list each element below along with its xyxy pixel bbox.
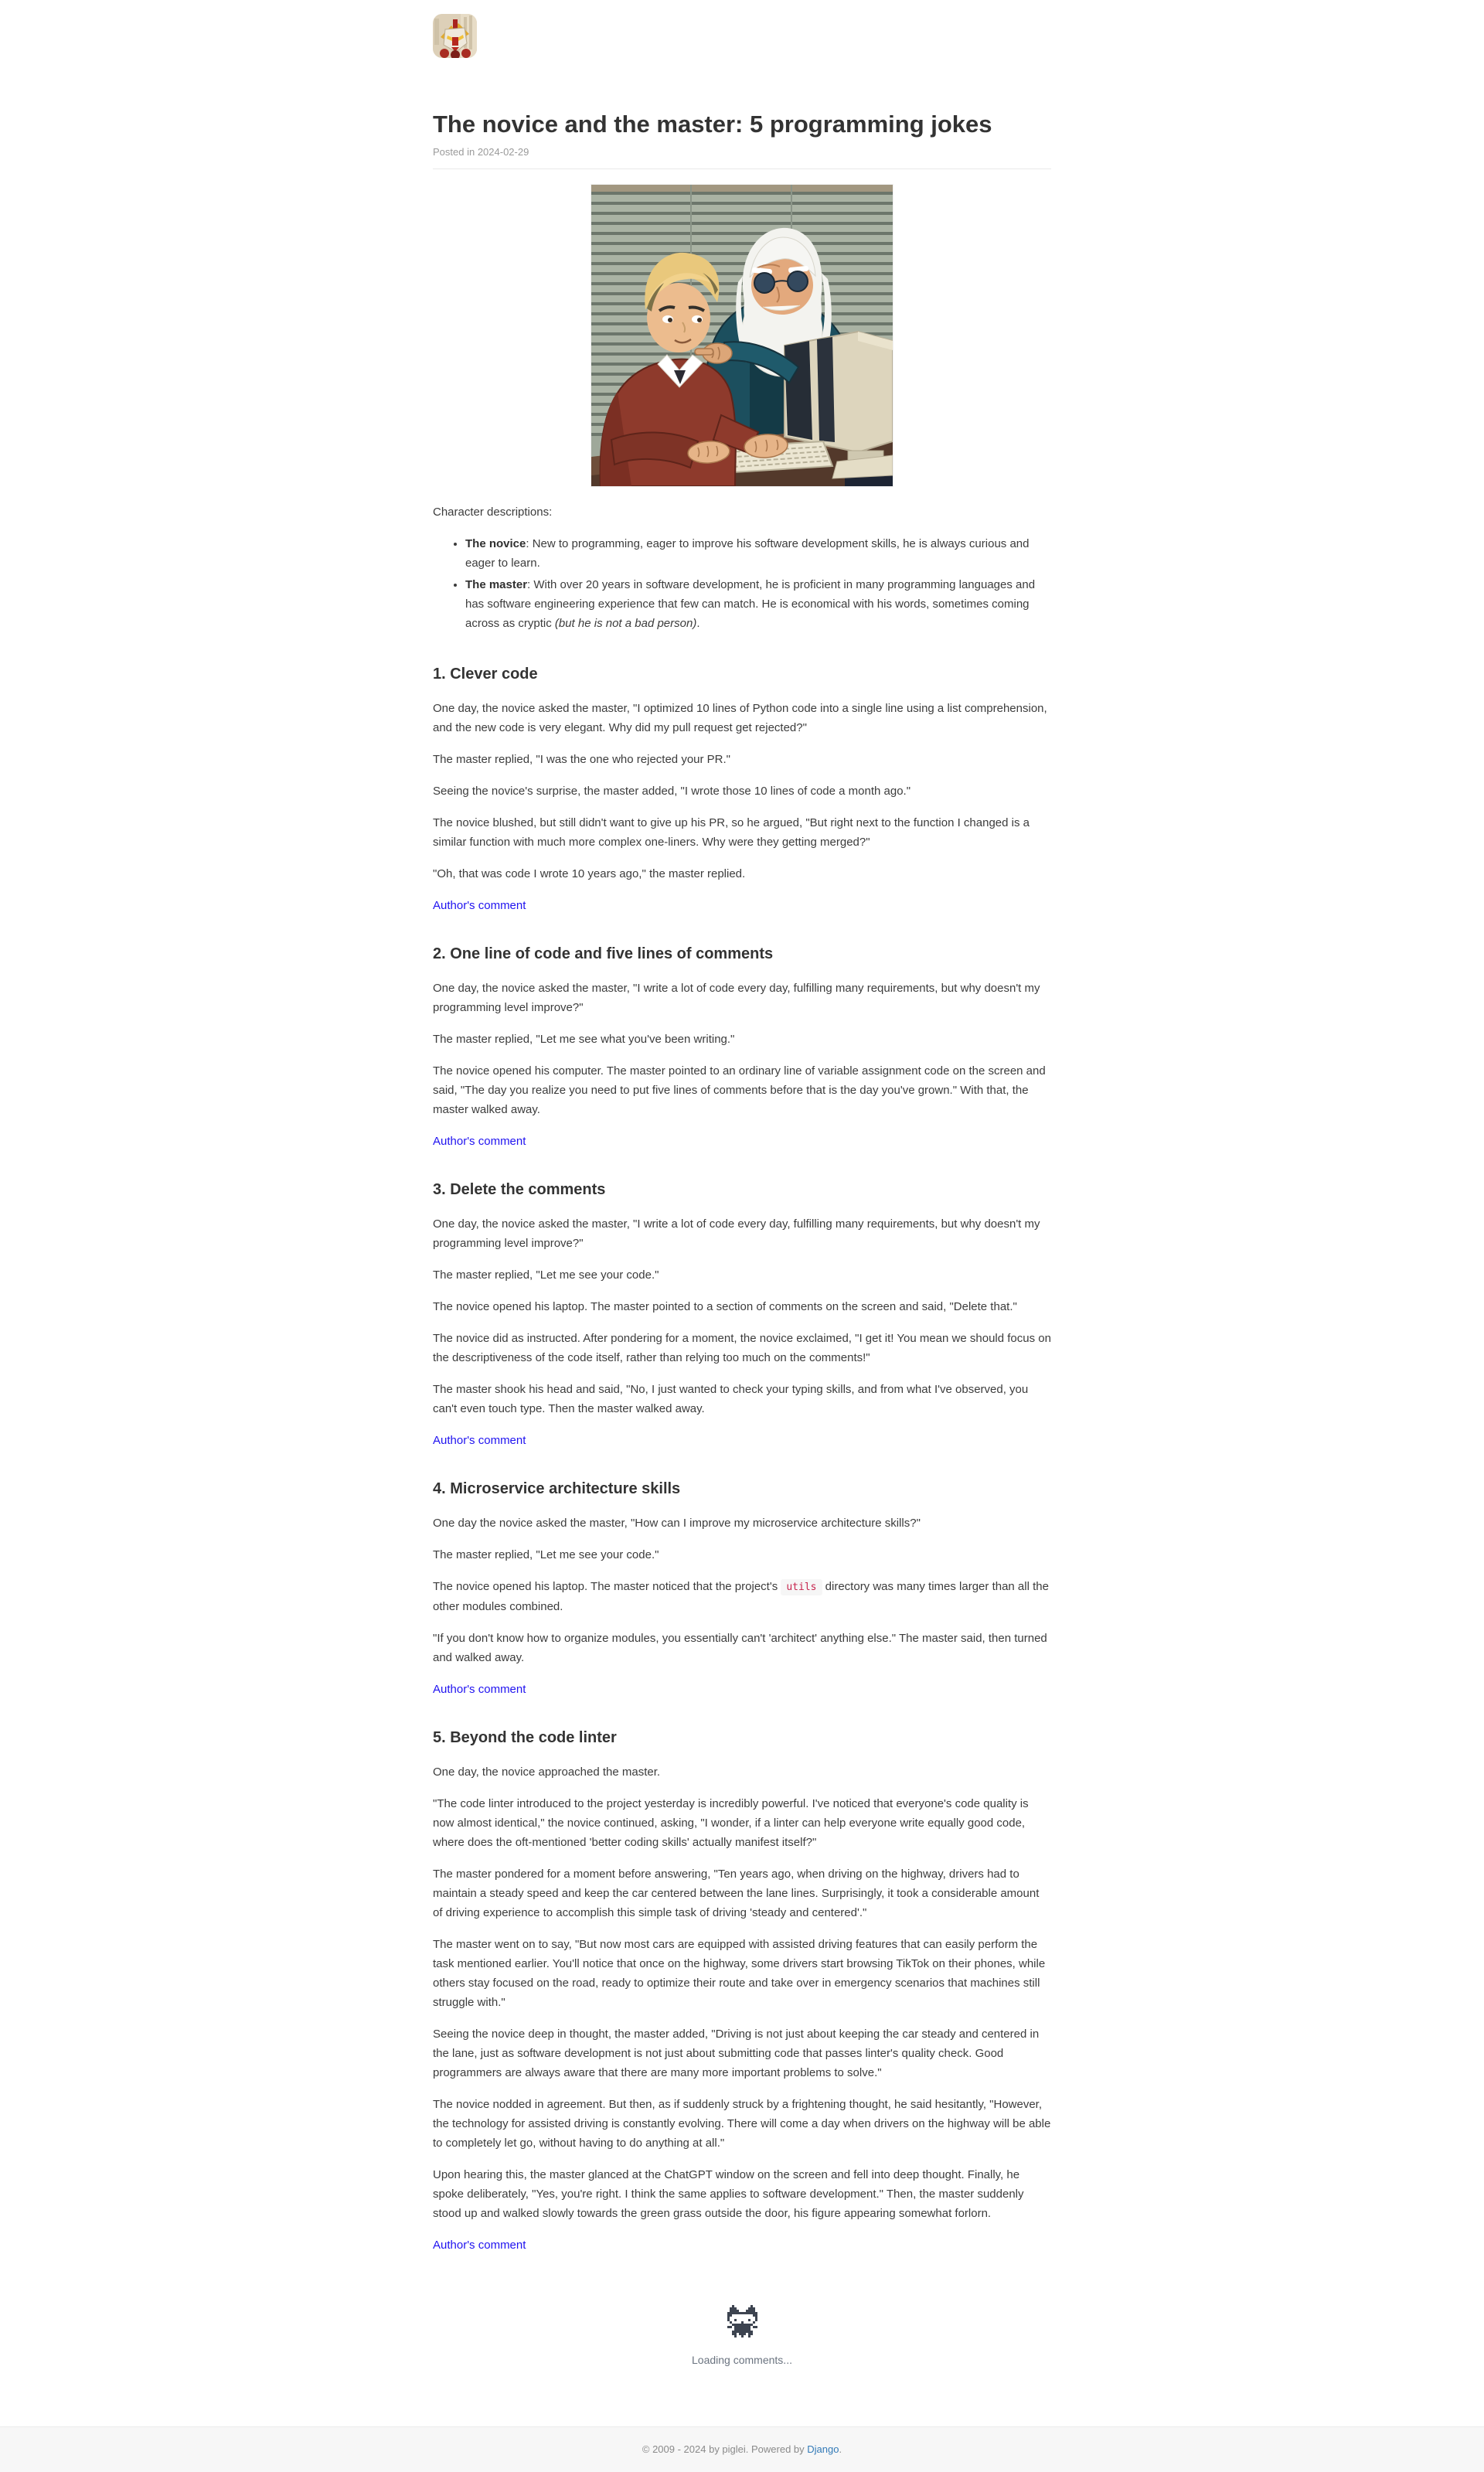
- section-delete-the-comments: [433, 1181, 1051, 1448]
- paragraph: The master replied, "Let me see what you've been writing.": [433, 1033, 735, 1047]
- section-heading: 1. Clever code: [433, 666, 538, 683]
- paragraph: "If you don't know how to organize modules, you essentially can't 'architect' anything else." The master said, then turned and walked away.: [433, 1632, 1047, 1665]
- paragraph: The novice nodded in agreement. But then, as if suddenly struck by a frightening thought, he said hesitantly, "However, the technology for assisted driving is constantly evolving. There will come a day when drivers on the highway will be able to completely let go, without having to do anything at all.": [433, 2098, 1051, 2150]
- novice-and-master-illustration: [591, 185, 893, 486]
- loading-comments-text: Loading comments...: [692, 2354, 792, 2367]
- paragraph: Seeing the novice deep in thought, the master added, "Driving is not just about keeping the car steady and centered in the lane, just as software development is not just about submitting code that passes linter's quality check. Good programmers are always aware that there are many more important problems to solve.": [433, 2028, 1040, 2080]
- paragraph: The novice blushed, but still didn't want to give up his PR, so he argued, "But right next to the function I changed is a similar function with much more complex one-liners. Why were they getting merged?": [433, 816, 1030, 850]
- section-beyond-the-code-linter: [433, 1729, 1051, 2252]
- character-novice: • The novice: New to programming, eager to improve his software development skills, he is always curious and eager to learn.: [465, 534, 1051, 573]
- page-title: The novice and the master: 5 programming jokes: [433, 111, 992, 138]
- section-heading: 4. Microservice architecture skills: [433, 1480, 681, 1498]
- paragraph: One day, the novice asked the master, "I optimized 10 lines of Python code into a single line using a list comprehension, and the new code is very elegant. Why did my pull request get rejected?": [433, 702, 1047, 735]
- post-date: Posted in 2024-02-29: [433, 146, 529, 158]
- author-comment-link[interactable]: Author's comment: [433, 2239, 526, 2252]
- paragraph: The master shook his head and said, "No, I just wanted to check your typing skills, and from what I've observed, you can't even touch type. Then the master walked away.: [433, 1383, 1029, 1416]
- paragraph: The master replied, "I was the one who rejected your PR.": [433, 753, 730, 767]
- paragraph: The novice did as instructed. After pondering for a moment, the novice exclaimed, "I get it! You mean we should focus on the descriptiveness of the code itself, rather than relying too much on the comments!": [433, 1332, 1051, 1365]
- blog-post: [433, 110, 1051, 2366]
- paragraph: "Oh, that was code I wrote 10 years ago," the master replied.: [433, 867, 746, 881]
- paragraph: "The code linter introduced to the project yesterday is incredibly powerful. I've noticed that everyone's code quality is now almost identical," the novice continued, asking, "I wonder, if a linter can help everyone write equally good code, where does the oft-mentioned 'better coding skills' actually manifest itself?": [433, 1797, 1029, 1850]
- section-heading: 5. Beyond the code linter: [433, 1729, 617, 1747]
- paragraph-with-code: The novice opened his laptop. The master noticed that the project's utils directory was many times larger than all the other modules combined.: [433, 1580, 1049, 1614]
- robot-toy-avatar-icon: [433, 14, 477, 58]
- paragraph: The novice opened his computer. The master pointed to an ordinary line of variable assignment code on the screen and said, "The day you realize you need to put five lines of comments before that is the day you've grown." With that, the master walked away.: [433, 1064, 1046, 1117]
- site-footer: [0, 2426, 1484, 2472]
- article-illustration: [433, 185, 1051, 490]
- paragraph: One day, the novice asked the master, "I write a lot of code every day, fulfilling many requirements, but why doesn't my programming level improve?": [433, 982, 1040, 1015]
- section-heading: 3. Delete the comments: [433, 1181, 606, 1199]
- paragraph: Seeing the novice's surprise, the master added, "I wrote those 10 lines of code a month ago.": [433, 785, 911, 798]
- django-link[interactable]: Django: [807, 2443, 839, 2456]
- author-comment-link[interactable]: Author's comment: [433, 899, 526, 913]
- characters-label: Character descriptions:: [433, 506, 553, 519]
- paragraph: The novice opened his laptop. The master pointed to a section of comments on the screen and said, "Delete that.": [433, 1300, 1017, 1314]
- paragraph: One day, the novice asked the master, "I write a lot of code every day, fulfilling many requirements, but why doesn't my programming level improve?": [433, 1217, 1040, 1251]
- paragraph: The master went on to say, "But now most cars are equipped with assisted driving features that can easily perform the task mentioned earlier. You'll notice that once on the highway, some drivers start browsing TikTok on their phones, while others stay focused on the road, ready to optimize their route and take over in emergency scenarios that machines still struggle with.": [433, 1938, 1046, 2010]
- section-heading: 2. One line of code and five lines of comments: [433, 945, 774, 963]
- paragraph: Upon hearing this, the master glanced at the ChatGPT window on the screen and fell into deep thought. Finally, he spoke deliberately, "Yes, you're right. I think the same applies to software development." Then, the master suddenly stood up and walked slowly towards the green grass outside the door, his figure appearing somewhat forlorn.: [433, 2168, 1024, 2221]
- section-one-line-five-comments: [433, 945, 1051, 1149]
- comments-section: [433, 2305, 1051, 2366]
- section-microservice-architecture: [433, 1480, 1051, 1697]
- site-header: [433, 0, 1051, 62]
- author-comment-link[interactable]: Author's comment: [433, 1135, 526, 1149]
- paragraph: The master pondered for a moment before answering, "Ten years ago, when driving on the highway, drivers had to maintain a steady speed and keep the car centered between the lane lines. Surprisingly, it took a considerable amount of driving experience to accomplish this simple task of driving 'steady and centered'.": [433, 1868, 1040, 1920]
- character-list: [433, 534, 1051, 633]
- character-master: • The master: With over 20 years in software development, he is proficient in many programming languages and has software engineering experience that few can match. He is economical with his words, sometimes coming across as cryptic (but he is not a bad person).: [465, 575, 1051, 633]
- paragraph: The master replied, "Let me see your code.": [433, 1548, 659, 1562]
- section-clever-code: [433, 666, 1051, 913]
- paragraph: One day, the novice approached the master.: [433, 1765, 661, 1779]
- footer-copyright: © 2009 - 2024 by piglei. Powered by Django.: [642, 2443, 842, 2456]
- author-comment-link[interactable]: Author's comment: [433, 1683, 526, 1697]
- site-logo[interactable]: [433, 14, 477, 58]
- pixel-cat-icon: [727, 2305, 757, 2338]
- author-comment-link[interactable]: Author's comment: [433, 1434, 526, 1448]
- paragraph: The master replied, "Let me see your code.": [433, 1268, 659, 1282]
- inline-code-utils: utils: [781, 1579, 822, 1595]
- paragraph: One day the novice asked the master, "How can I improve my microservice architecture skills?": [433, 1517, 921, 1531]
